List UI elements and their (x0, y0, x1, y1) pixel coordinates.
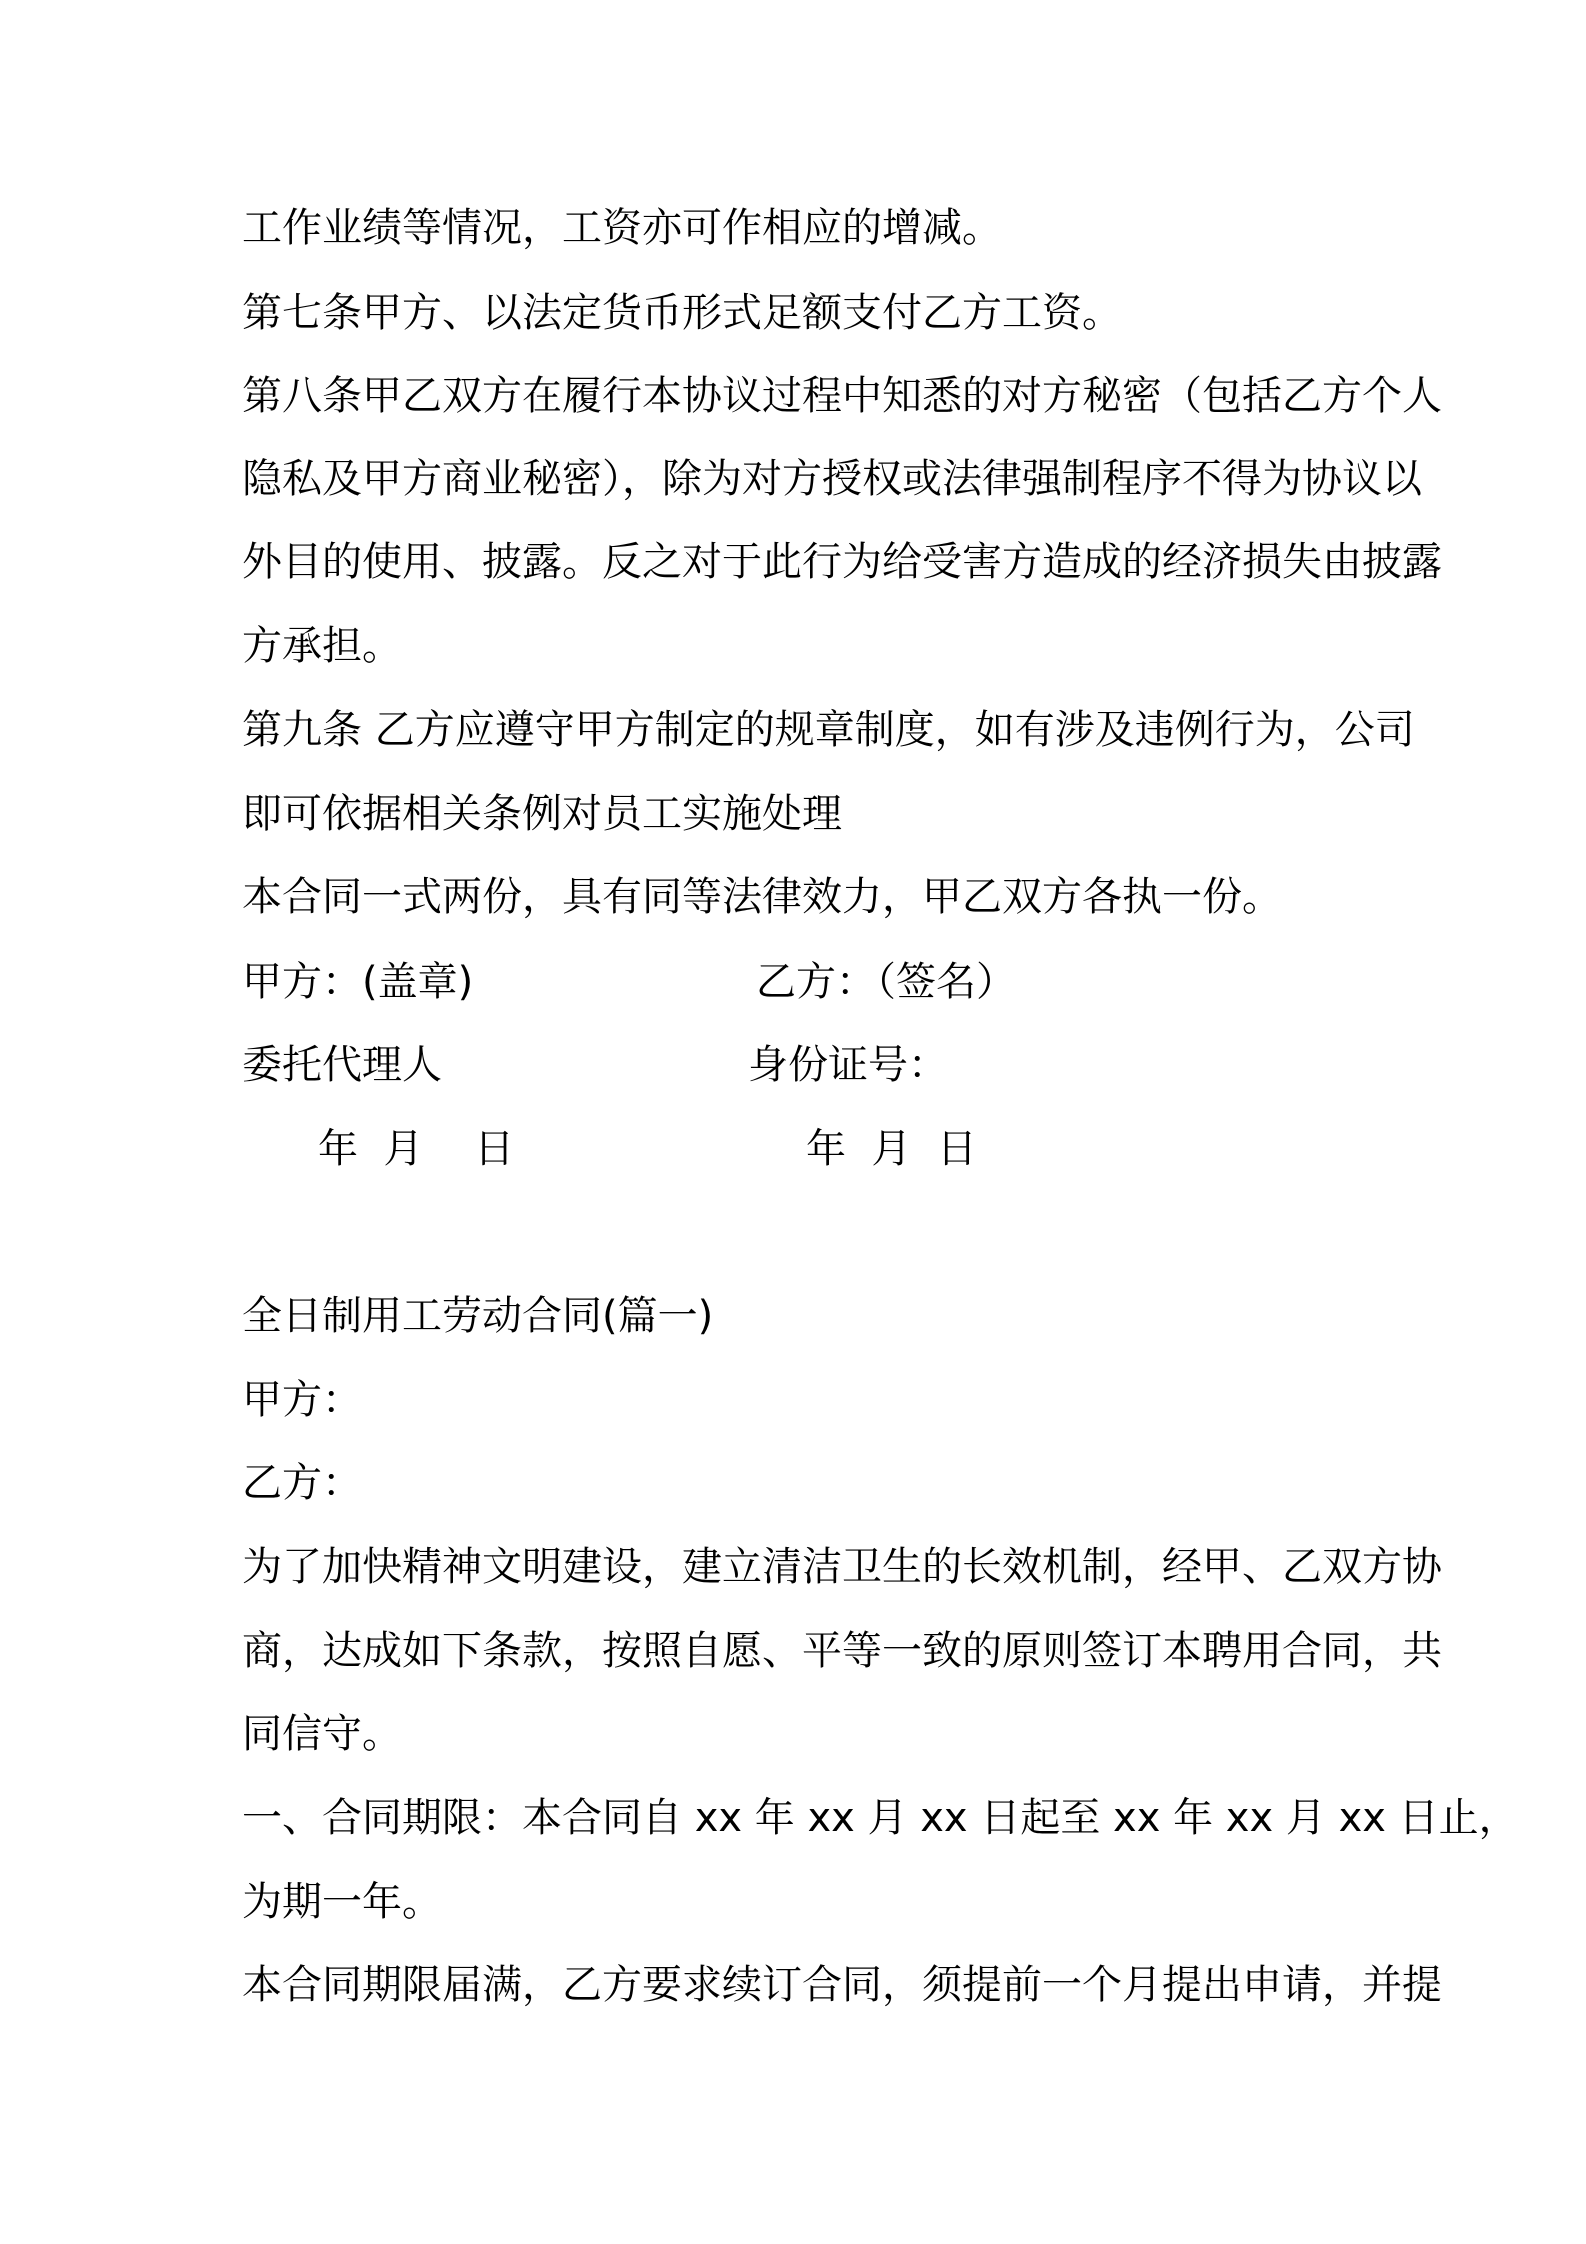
paragraph-line: 隐私及甲方商业秘密），除为对方授权或法律强制程序不得为协议以 (242, 456, 1422, 502)
date-a: 年 月 日 (318, 1126, 515, 1172)
contract-title: 全日制用工劳动合同(篇一) (242, 1293, 714, 1339)
paragraph-line: 本合同一式两份，具有同等法律效力，甲乙双方各执一份。 (242, 874, 1282, 920)
paragraph-line: 外目的使用、披露。反之对于此行为给受害方造成的经济损失由披露 (242, 539, 1442, 585)
paragraph-line: 第九条 乙方应遵守甲方制定的规章制度，如有涉及违例行为，公司 (242, 707, 1415, 753)
paragraph-line: 一、合同期限：本合同自 xx 年 xx 月 xx 日起至 xx 年 xx 月 xx 日止， (242, 1795, 1519, 1841)
paragraph-line: 同信守。 (242, 1711, 402, 1757)
paragraph-line: 工作业绩等情况，工资亦可作相应的增减。 (242, 205, 1002, 251)
paragraph-line: 方承担。 (242, 623, 402, 669)
id-number-label: 身份证号： (748, 1042, 948, 1088)
paragraph-line: 为期一年。 (242, 1879, 442, 1925)
party-a-seal-label: 甲方：(盖章) (242, 959, 474, 1005)
paragraph-line: 第八条甲乙双方在履行本协议过程中知悉的对方秘密（包括乙方个人 (242, 373, 1442, 419)
paragraph-line: 第七条甲方、以法定货币形式足额支付乙方工资。 (242, 290, 1122, 336)
party-b-signature-label: 乙方：（签名） (756, 959, 1016, 1005)
agent-label: 委托代理人 (242, 1042, 442, 1088)
party-a-field: 甲方： (242, 1377, 362, 1423)
date-b: 年 月 日 (806, 1126, 977, 1172)
party-b-field: 乙方： (242, 1460, 362, 1506)
paragraph-line: 即可依据相关条例对员工实施处理 (242, 791, 842, 837)
paragraph-line: 本合同期限届满，乙方要求续订合同，须提前一个月提出申请，并提 (242, 1962, 1442, 2008)
paragraph-line: 商，达成如下条款，按照自愿、平等一致的原则签订本聘用合同，共 (242, 1628, 1442, 1674)
paragraph-line: 为了加快精神文明建设，建立清洁卫生的长效机制，经甲、乙双方协 (242, 1544, 1442, 1590)
